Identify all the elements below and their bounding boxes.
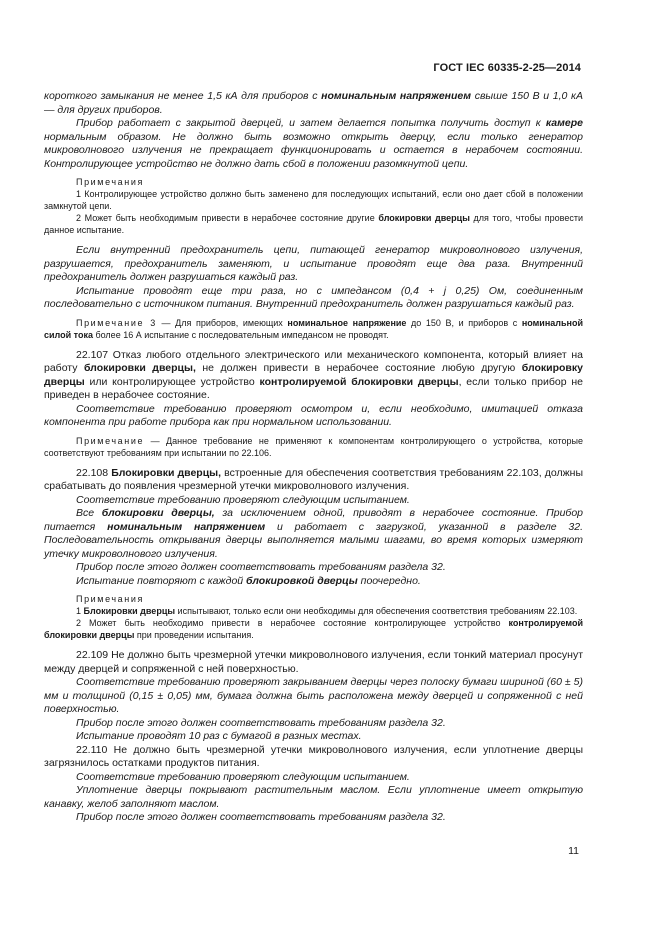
paragraph [44, 649, 583, 676]
text-run: 22.110 Не должно быть чрезмерной утечки микроволнового излучения, если уплотнение дверцы загрязнилось остатками продуктов питания. [44, 743, 583, 769]
note-paragraph [44, 176, 583, 188]
bold-term: Блокировки дверцы [83, 606, 176, 616]
text-run: Все [76, 507, 102, 519]
document-body [44, 90, 583, 825]
bold-term: номинальной силой тока [44, 317, 583, 340]
note-paragraph [44, 317, 583, 341]
text-run: более 16 А испытание с последовательным импедансом не проводят. [92, 329, 389, 340]
bold-term: камере [545, 117, 583, 129]
text-run: 2 Может быть необходимым привести в нерабочее состояние другие [76, 213, 379, 223]
paragraph [44, 244, 583, 285]
bold-term: номинальным напряжением [107, 520, 266, 533]
text-run: Соответствие требованию проверяют закрыванием дверцы через полоску бумаги шириной (60 ± 5) мм и толщиной (0,15 ± 0,05) мм, бумага должна быть расположена между дверцей и сопряженной с ней поверхностью. [44, 676, 583, 715]
note-paragraph [44, 212, 583, 236]
text-run: испытывают, только если они необходимы для обеспечения соответствия требованиям 22.103. [175, 606, 578, 616]
paragraph [44, 717, 583, 731]
text-run: и работает с загрузкой, указанной в разделе 32. Последовательность открывания дверцы выполняется малыми шагами, во время которых измеряют утечку микроволнового излучения. [44, 520, 583, 560]
paragraph [44, 676, 583, 717]
text-run: Соответствие требованию проверяют следующим испытанием. [76, 770, 410, 783]
text-run: Если внутренний предохранитель цепи, питающей генератор микроволнового излучения, разрушается, предохранитель заменяют, и испытание проводят еще два раза. Внутренний предохранитель должен разрушаться каждый раз. [44, 244, 583, 283]
text-run: не должен привести в нерабочее состояние любую другую [195, 362, 522, 374]
page-header: ГОСТ IEC 60335-2-25—2014 [433, 62, 581, 74]
paragraph [44, 784, 583, 811]
bold-term: блокировки дверцы [378, 213, 470, 223]
text-run: Прибор после этого должен соответствовать требованиям раздела 32. [76, 561, 446, 573]
text-run: поочередно. [357, 574, 421, 587]
bold-term: блокировку дверцы [44, 362, 583, 388]
bold-term: номинальным напряжением [321, 90, 472, 102]
bold-term: контролируемой блокировки дверцы [44, 618, 583, 640]
paragraph [44, 561, 583, 575]
text-run: 22.109 Не должно быть чрезмерной утечки микроволнового излучения, если тонкий материал просунут между дверцей и сопряженной с ней поверхностью. [44, 649, 583, 675]
bold-term: номинальное напряжение [287, 317, 407, 328]
note-paragraph [44, 617, 583, 641]
text-run: свыше 150 В и 1,0 кА — для других приборов. [44, 90, 583, 116]
text-run: — Данное требование не применяют к компонентам контролирующего о устройства, которые соответствуют требованиям при испытании по 22.106. [44, 435, 583, 458]
text-run: Испытание проводят 10 раз с бумагой в разных местах. [76, 730, 362, 742]
text-run: 2 Может быть необходимо привести в нерабочее состояние контролирующее устройство [76, 618, 509, 628]
note-paragraph [44, 188, 583, 212]
paragraph [44, 467, 583, 494]
paragraph [44, 403, 583, 430]
bold-term: Блокировки дверцы, [111, 466, 222, 479]
text-run: или контролирующее устройство [84, 375, 260, 388]
text-run: 1 [76, 606, 84, 616]
text-run: Прибор работает с закрытой дверцей, и затем делается попытка получить доступ к [76, 117, 546, 129]
paragraph [44, 285, 583, 312]
text-run: до 150 В, и приборов с [406, 317, 522, 328]
note-heading: Примечание [76, 435, 145, 446]
bold-term: блокировки дверцы, [101, 507, 215, 519]
bold-term: блокировки дверцы, [83, 362, 196, 374]
note-paragraph [44, 435, 583, 459]
paragraph [44, 744, 583, 771]
text-run: при проведении испытания. [134, 630, 254, 640]
text-run: — Для приборов, имеющих [156, 317, 288, 328]
paragraph [44, 494, 583, 508]
text-run: нормальным образом. Не должно быть возможно открыть дверцу, если только генератор микроволнового излучения не прекращает функционировать и остается в нерабочем состоянии. Контролирующее устройство не должно дать сбой в положении разомкнутой цепи. [44, 130, 583, 170]
paragraph [44, 730, 583, 744]
note-paragraph [44, 605, 583, 617]
page-number: 11 [568, 845, 579, 857]
text-run: Прибор после этого должен соответствовать требованиям раздела 32. [76, 811, 446, 823]
paragraph [44, 117, 583, 171]
note-heading: Примечание 3 [76, 317, 157, 328]
paragraph [44, 349, 583, 403]
note-heading: Примечания [76, 177, 144, 187]
text-run: Соответствие требованию проверяют следующим испытанием. [76, 493, 410, 506]
paragraph [44, 811, 583, 825]
text-run: встроенные для обеспечения соответствия требованиям 22.103, должны срабатывать до появления чрезмерной утечки микроволнового излучения. [44, 466, 583, 492]
text-run: Испытание повторяют с каждой [76, 574, 247, 587]
text-run: Уплотнение дверцы покрывают растительным маслом. Если уплотнение имеет открытую канавку, желоб заполняют маслом. [44, 784, 583, 810]
paragraph [44, 575, 583, 589]
paragraph [44, 90, 583, 117]
text-run: Прибор после этого должен соответствовать требованиям раздела 32. [76, 716, 446, 729]
note-heading: Примечания [76, 594, 144, 604]
text-run: , если только прибор не приведен в нерабочее состояние. [44, 375, 583, 401]
paragraph [44, 507, 583, 561]
text-run: 1 Контролирующее устройство должно быть заменено для последующих испытаний, если оно дает сбой в положении замкнутой цепи. [44, 189, 583, 211]
text-run: 22.108 [76, 466, 112, 479]
paragraph [44, 771, 583, 785]
text-run: Соответствие требованию проверяют осмотром и, если необходимо, имитацией отказа компонента при работе прибора как при нормальном использовании. [44, 402, 583, 428]
text-run: 22.107 Отказ любого отдельного электрического или механического компонента, который влияет на работу [44, 348, 583, 374]
text-run: Испытание проводят еще три раза, но с импедансом (0,4 + j 0,25) Ом, соединенным последовательно с источником питания. Внутренний предохранитель должен разрушаться каждый раз. [44, 284, 583, 310]
bold-term: блокировкой дверцы [246, 574, 358, 587]
bold-term: контролируемой блокировки дверцы [259, 375, 459, 388]
text-run: для того, чтобы провести данное испытание. [44, 213, 583, 235]
text-run: за исключением одной, приводят в нерабочее состояние. Прибор питается [44, 507, 583, 533]
text-run: короткого замыкания не менее 1,5 кА для приборов с [44, 90, 322, 102]
note-paragraph [44, 593, 583, 605]
